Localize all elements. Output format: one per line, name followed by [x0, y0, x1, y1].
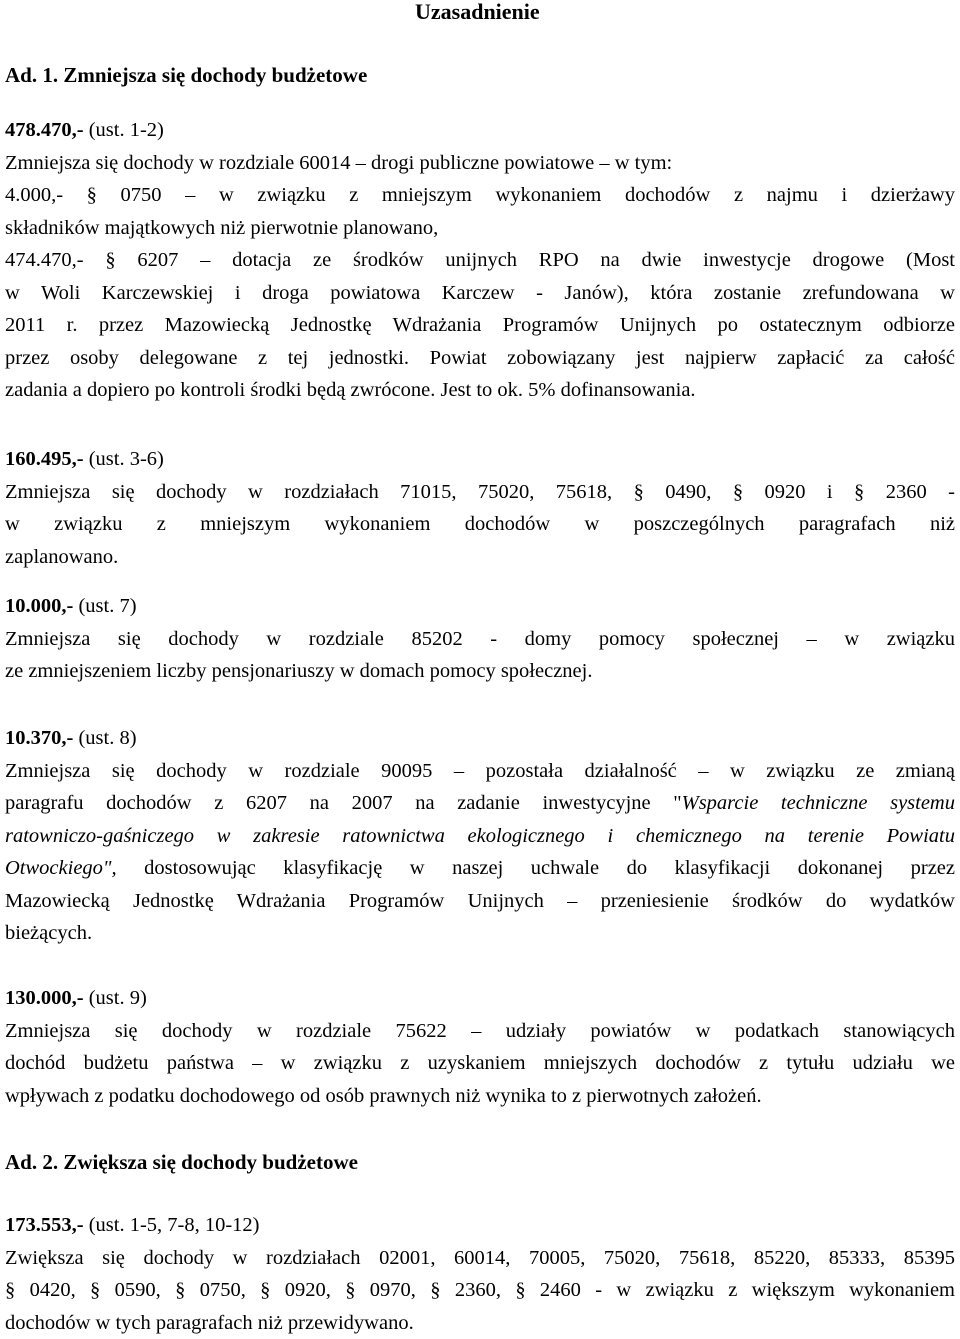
section-heading-decrease: Ad. 1. Zmniejsza się dochody budżetowe	[5, 60, 367, 90]
item-text-line: Zmniejsza się dochody w rozdziale 85202 - domy pomocy społecznej – w związku	[5, 623, 955, 656]
item-amount: 10.370,-	[5, 727, 73, 749]
item-ref: (ust. 8)	[73, 727, 136, 749]
item-3	[5, 590, 955, 688]
item-ref: (ust. 3-6)	[84, 448, 164, 470]
item-ref: (ust. 9)	[84, 987, 147, 1009]
item-5	[5, 982, 955, 1112]
item-text-line: Zmniejsza się dochody w rozdziale 75622 – udziały powiatów w podatkach stanowiących	[5, 1015, 955, 1048]
item-2	[5, 443, 955, 573]
item-amount: 10.000,-	[5, 595, 73, 617]
item-ref: (ust. 1-5, 7-8, 10-12)	[84, 1214, 260, 1236]
item-text-line: zadania a dopiero po kontroli środki będą zwrócone. Jest to ok. 5% dofinansowania.	[5, 374, 955, 407]
document-title: Uzasadnienie	[415, 0, 540, 26]
item-text-line: ratowniczo-gaśniczego w zakresie ratownictwa ekologicznego i chemicznego na terenie Powiatu	[5, 820, 955, 853]
item-text-line: przez osoby delegowane z tej jednostki. Powiat zobowiązany jest najpierw zapłacić za całość	[5, 342, 955, 375]
item-text-line: składników majątkowych niż pierwotnie planowano,	[5, 212, 955, 245]
item-text-line: 474.470,- § 6207 – dotacja ze środków unijnych RPO na dwie inwestycje drogowe (Most	[5, 244, 955, 277]
item-ref: (ust. 7)	[73, 595, 136, 617]
item-6	[5, 1209, 955, 1339]
item-ref: (ust. 1-2)	[84, 119, 164, 141]
item-4	[5, 722, 955, 950]
item-amount: 130.000,-	[5, 987, 84, 1009]
item-text-line: § 0420, § 0590, § 0750, § 0920, § 0970, § 2360, § 2460 - w związku z większym wykonaniem	[5, 1274, 955, 1307]
item-text-line: dochodów w tych paragrafach niż przewidywano.	[5, 1307, 955, 1339]
item-1	[5, 114, 955, 407]
item-text-line: 2011 r. przez Mazowiecką Jednostkę Wdrażania Programów Unijnych po ostatecznym odbiorze	[5, 309, 955, 342]
item-text-line: w Woli Karczewskiej i droga powiatowa Karczew - Janów), która zostanie zrefundowana w	[5, 277, 955, 310]
item-text-line: Mazowiecką Jednostkę Wdrażania Programów Unijnych – przeniesienie środków do wydatków	[5, 885, 955, 918]
item-text-line: Zwiększa się dochody w rozdziałach 02001, 60014, 70005, 75020, 75618, 85220, 85333, 85395	[5, 1242, 955, 1275]
item-amount: 478.470,-	[5, 119, 84, 141]
item-text-line: Zmniejsza się dochody w rozdziałach 71015, 75020, 75618, § 0490, § 0920 i § 2360 -	[5, 476, 955, 509]
item-amount: 173.553,-	[5, 1214, 84, 1236]
item-amount: 160.495,-	[5, 448, 84, 470]
item-text-line: dochód budżetu państwa – w związku z uzyskaniem mniejszych dochodów z tytułu udziału we	[5, 1047, 955, 1080]
item-text-line: paragrafu dochodów z 6207 na 2007 na zadanie inwestycyjne "Wsparcie techniczne systemu	[5, 787, 955, 820]
item-text-line: 4.000,- § 0750 – w związku z mniejszym wykonaniem dochodów z najmu i dzierżawy	[5, 179, 955, 212]
item-text-line: Zmniejsza się dochody w rozdziale 60014 – drogi publiczne powiatowe – w tym:	[5, 147, 955, 180]
item-text-line: Otwockiego", dostosowując klasyfikację w naszej uchwale do klasyfikacji dokonanej przez	[5, 852, 955, 885]
item-text-line: wpływach z podatku dochodowego od osób prawnych niż wynika to z pierwotnych założeń.	[5, 1080, 955, 1113]
item-text-line: bieżących.	[5, 917, 955, 950]
item-text-line: zaplanowano.	[5, 541, 955, 574]
item-text-line: ze zmniejszeniem liczby pensjonariuszy w domach pomocy społecznej.	[5, 655, 955, 688]
section-heading-increase: Ad. 2. Zwiększa się dochody budżetowe	[5, 1147, 358, 1177]
item-text-line: w związku z mniejszym wykonaniem dochodów w poszczególnych paragrafach niż	[5, 508, 955, 541]
item-text-line: Zmniejsza się dochody w rozdziale 90095 – pozostała działalność – w związku ze zmianą	[5, 755, 955, 788]
